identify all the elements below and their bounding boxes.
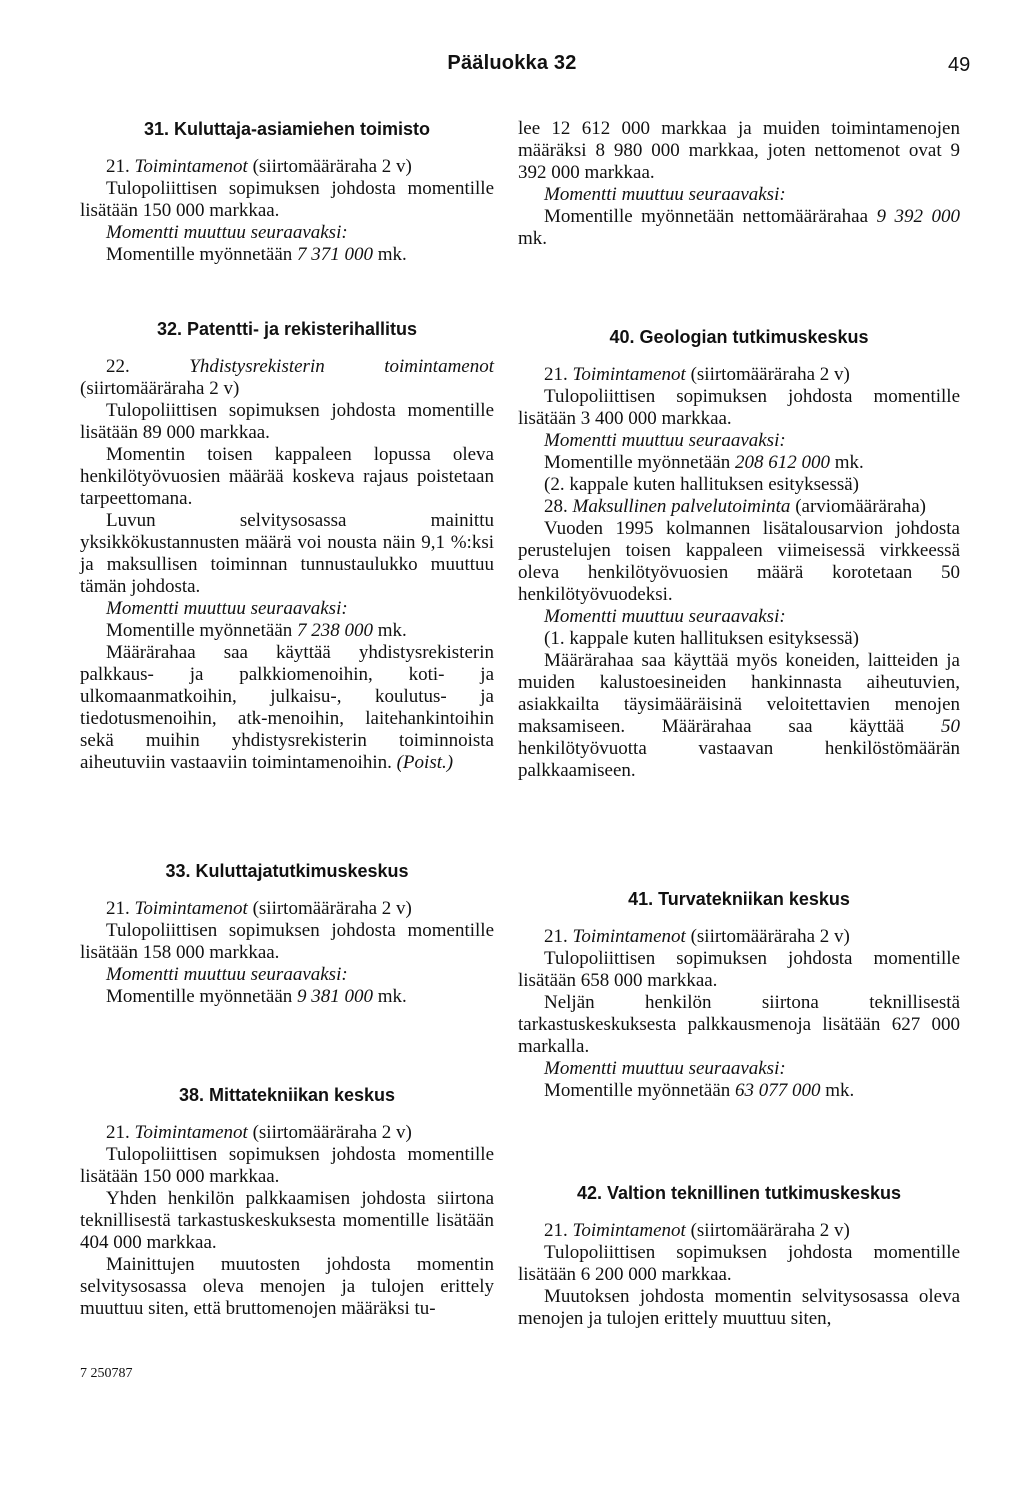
momentti-label: Momentti muuttuu seuraavaksi: <box>544 430 786 451</box>
item-heading: 21. Toimintamenot (siirtomääräraha 2 v) <box>106 1122 412 1143</box>
paragraph: Muutoksen johdosta momentin selvitysosassa oleva menojen ja tulojen erittely muuttuu siten, <box>518 1286 960 1329</box>
paragraph: Tulopoliittisen sopimuksen johdosta momentille lisätään 150 000 markkaa. <box>80 178 494 221</box>
section-33 <box>80 860 494 1008</box>
paragraph: Määrärahaa saa käyttää yhdistysrekisterin palkkaus- ja palkkiomenoihin, koti- ja ulkomaanmatkoihin, julkaisu-, koulutus- ja tiedotusmenoihin, atk-menoihin, laitehankintoihin sekä muihin yhdistysrekisterin toiminnoista aiheutuviin vastaaviin toimintamenoihin. (Poist.) <box>80 642 494 773</box>
paragraph: Määrärahaa saa käyttää myös koneiden, laitteiden ja muiden kalustoesineiden hankinnasta aiheutuvien, asiakkailta täysimääräisinä veloitettavien menojen maksamiseen. Määrärahaa saa käyttää 50 henkilötyövuotta vastaavan henkilöstömäärän palkkaamiseen. <box>518 650 960 781</box>
item-heading: 21. Toimintamenot (siirtomääräraha 2 v) <box>106 898 412 919</box>
item-heading: 21. Toimintamenot (siirtomääräraha 2 v) <box>544 364 850 385</box>
paragraph: lee 12 612 000 markkaa ja muiden toimintamenojen määräksi 8 980 000 markkaa, joten nettomenot ovat 9 392 000 markkaa. <box>518 118 960 183</box>
paragraph: Tulopoliittisen sopimuksen johdosta momentille lisätään 89 000 markkaa. <box>80 400 494 443</box>
section-title: 31. Kuluttaja-asiamiehen toimisto <box>143 119 431 139</box>
paragraph: Tulopoliittisen sopimuksen johdosta momentille lisätään 6 200 000 markkaa. <box>518 1242 960 1285</box>
note: (1. kappale kuten hallituksen esityksessä) <box>544 628 860 649</box>
momentti-label: Momentti muuttuu seuraavaksi: <box>106 964 348 985</box>
print-code: 7 250787 <box>80 1366 133 1381</box>
paragraph: Luvun selvitysosassa mainittu yksikkökustannusten määrä voi nousta näin 9,1 %:ksi ja maksullisen toiminnan tunnustaulukko muuttuu tämän johdosta. <box>80 510 494 597</box>
amount-line: Momentille myönnetään 208 612 000 mk. <box>544 452 864 473</box>
paragraph: Mainittujen muutosten johdosta momentin selvitysosassa oleva menojen ja tulojen erittely muuttuu siten, että bruttomenojen määräksi tu- <box>80 1254 494 1319</box>
amount-line: Momentille myönnetään 9 381 000 mk. <box>106 986 407 1007</box>
momentti-label: Momentti muuttuu seuraavaksi: <box>544 184 786 205</box>
section-title: 41. Turvatekniikan keskus <box>628 889 850 909</box>
paragraph: Tulopoliittisen sopimuksen johdosta momentille lisätään 658 000 markkaa. <box>518 948 960 991</box>
section-38 <box>80 1084 494 1320</box>
item-heading: 21. Toimintamenot (siirtomääräraha 2 v) <box>544 926 850 947</box>
page-header: Pääluokka 32 <box>447 52 577 74</box>
momentti-label: Momentti muuttuu seuraavaksi: <box>106 222 348 243</box>
momentti-label: Momentti muuttuu seuraavaksi: <box>544 1058 786 1079</box>
amount-line: Momentille myönnetään 63 077 000 mk. <box>544 1080 855 1101</box>
paragraph: Tulopoliittisen sopimuksen johdosta momentille lisätään 158 000 markkaa. <box>80 920 494 963</box>
item-heading: 28. Maksullinen palvelutoiminta (arviomääräraha) <box>544 496 926 517</box>
section-41 <box>518 888 960 1102</box>
paragraph: Tulopoliittisen sopimuksen johdosta momentille lisätään 150 000 markkaa. <box>80 1144 494 1187</box>
section-32 <box>80 318 494 774</box>
amount-line: Momentille myönnetään 7 371 000 mk. <box>106 244 407 265</box>
item-heading: 22. Yhdistysrekisterin toimintamenot (siirtomääräraha 2 v) <box>80 356 495 399</box>
section-title: 40. Geologian tutkimuskeskus <box>609 327 869 347</box>
section-38-continued <box>518 118 960 250</box>
item-heading: 21. Toimintamenot (siirtomääräraha 2 v) <box>544 1220 850 1241</box>
page-number: 49 <box>948 54 971 76</box>
amount-line: Momentille myönnetään 7 238 000 mk. <box>106 620 407 641</box>
section-title: 42. Valtion teknillinen tutkimuskeskus <box>576 1183 902 1203</box>
paragraph: Neljän henkilön siirtona teknillisestä tarkastuskeskuksesta palkkausmenoja lisätään 627 000 markalla. <box>518 992 960 1057</box>
section-title: 33. Kuluttajatutkimuskeskus <box>165 861 409 881</box>
item-heading: 21. Toimintamenot (siirtomääräraha 2 v) <box>106 156 412 177</box>
momentti-label: Momentti muuttuu seuraavaksi: <box>106 598 348 619</box>
section-title: 32. Patentti- ja rekisterihallitus <box>156 319 418 339</box>
section-title: 38. Mittatekniikan keskus <box>178 1085 396 1105</box>
paragraph: Vuoden 1995 kolmannen lisätalousarvion johdosta perustelujen toisen kappaleen viimeisessä virkkeessä oleva henkilötyövuosien määrä korotetaan 50 henkilötyövuodeksi. <box>518 518 960 605</box>
note: (2. kappale kuten hallituksen esityksessä) <box>544 474 860 495</box>
amount-line: Momentille myönnetään nettomäärärahaa 9 392 000 mk. <box>518 206 960 249</box>
section-31 <box>80 118 494 266</box>
paragraph: Momentin toisen kappaleen lopussa oleva henkilötyövuosien määrää koskeva rajaus poistetaan tarpeettomana. <box>80 444 494 509</box>
paragraph: Tulopoliittisen sopimuksen johdosta momentille lisätään 3 400 000 markkaa. <box>518 386 960 429</box>
momentti-label: Momentti muuttuu seuraavaksi: <box>544 606 786 627</box>
section-40 <box>518 326 960 782</box>
paragraph: Yhden henkilön palkkaamisen johdosta siirtona teknillisestä tarkastuskeskuksesta momentille lisätään 404 000 markkaa. <box>80 1188 494 1253</box>
section-42 <box>518 1182 960 1330</box>
